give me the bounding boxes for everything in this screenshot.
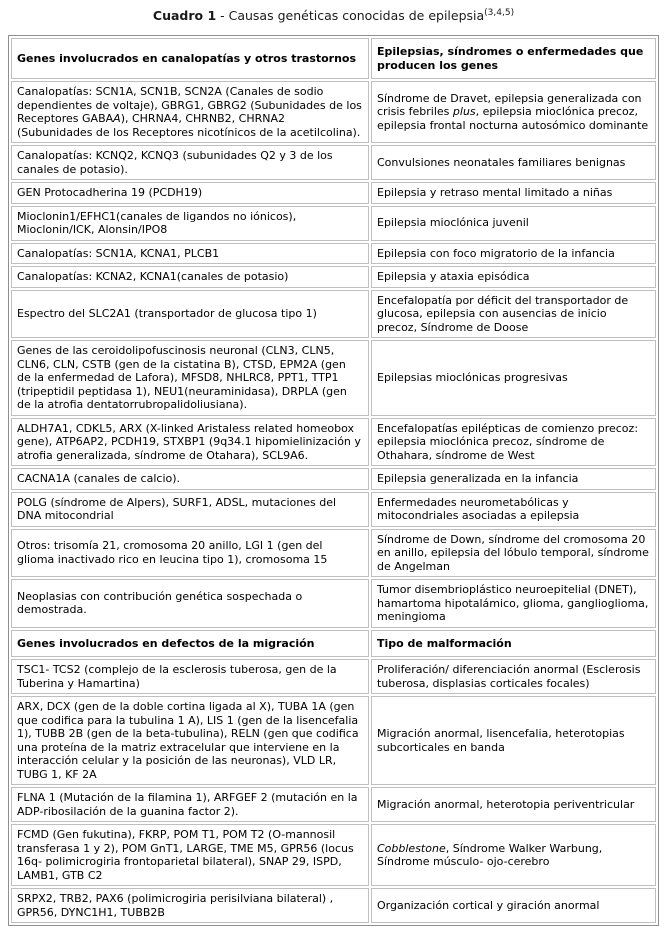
table-row <box>11 266 656 288</box>
table-row <box>11 579 656 628</box>
table-row <box>11 340 656 416</box>
syndrome-text: , epilepsia mioclónica precoz, epilepsia frontal nocturna autosómico dominante <box>377 105 649 132</box>
malformation-cell: Organización cortical y giración anormal <box>371 888 656 923</box>
caption-text: - Causas genéticas conocidas de epilepsia <box>216 8 485 23</box>
caption-label: Cuadro 1 <box>152 8 217 23</box>
syndrome-text-italic: plus <box>452 105 476 119</box>
gene-cell: Mioclonin1/EFHC1(canales de ligandos no iónicos), Mioclonin/ICK, Alonsin/IPO8 <box>11 206 369 241</box>
gene-cell: GEN Protocadherina 19 (PCDH19) <box>11 182 369 204</box>
gene-cell: ARX, DCX (gen de la doble cortina ligada al X), TUBA 1A (gen que codifica para la tubulina 1 A), LIS 1 (gen de la lisencefalia 1), TUBB 2B (gen de la beta-tubulina), RELN (gen que codifica una proteína de la matriz extracelular que interviene en la interacción celular y la posición de las neuronas), VLD LR, TUBG 1, KF 2A <box>11 696 369 785</box>
table-row <box>11 81 656 143</box>
malformation-cell: Migración anormal, heterotopia periventricular <box>371 787 656 822</box>
syndrome-cell: Síndrome de Down, síndrome del cromosoma 20 en anillo, epilepsia del lóbulo temporal, síndrome de Angelman <box>371 529 656 578</box>
gene-cell: FLNA 1 (Mutación de la filamina 1), ARFGEF 2 (mutación en la ADP-ribosilación de la guanina factor 2). <box>11 787 369 822</box>
table-row <box>11 182 656 204</box>
syndrome-cell: Epilepsia y ataxia episódica <box>371 266 656 288</box>
gene-cell: Genes de las ceroidolipofuscinosis neuronal (CLN3, CLN5, CLN6, CLN, CSTB (gen de la cistatina B), CTSD, EPM2A (gen de la enfermedad de Lafora), MFSD8, NHLRC8, PPT1, TTP1 (tripeptidil peptidasa 1), NEU1(neuraminidasa), DRPLA (gen de la atrofia dentatorrubropalidoliusiana). <box>11 340 369 416</box>
gene-text-italic: A <box>113 112 121 125</box>
malformation-cell: Proliferación/ diferenciación anormal (Esclerosis tuberosa, displasias corticales focales) <box>371 659 656 694</box>
column-header-epilepsias: Epilepsias, síndromes o enfermedades que producen los genes <box>371 38 656 79</box>
gene-cell: POLG (síndrome de Alpers), SURF1, ADSL, mutaciones del DNA mitocondrial <box>11 492 369 527</box>
gene-text: Canalopatías: SCN1A, SCN1B, SCN2A (Canales de sodio dependientes de voltaje), GBRG1, GBRG2 (Subunidades de los Receptores GABA <box>17 85 362 125</box>
column-header-malformacion: Tipo de malformación <box>371 630 656 658</box>
gene-cell: Neoplasias con contribución genética sospechada o demostrada. <box>11 579 369 628</box>
gene-cell: Canalopatías: KCNA2, KCNA1(canales de potasio) <box>11 266 369 288</box>
syndrome-cell: Tumor disembrioplástico neuroepitelial (DNET), hamartoma hipotalámico, glioma, ganglioglioma, meningioma <box>371 579 656 628</box>
table-row <box>11 888 656 923</box>
syndrome-cell: Convulsiones neonatales familiares benignas <box>371 145 656 180</box>
syndrome-text: Síndrome de Dravet, epilepsia generalizada con crisis febriles <box>377 91 642 119</box>
table-row <box>11 824 656 886</box>
table-row <box>11 206 656 241</box>
gene-cell: FCMD (Gen fukutina), FKRP, POM T1, POM T2 (O-mannosil transferasa 1 y 2), POM GnT1, LARGE, TME M5, GPR56 (locus 16q- polimicrogiria frontoparietal bilateral), SNAP 29, ISPD, LAMB1, GTB C2 <box>11 824 369 886</box>
malformation-cell <box>371 824 656 886</box>
table-row <box>11 659 656 694</box>
syndrome-cell: Encefalopatías epilépticas de comienzo precoz: epilepsia mioclónica precoz, síndrome de Othahara, síndrome de West <box>371 418 656 467</box>
gene-cell: Canalopatías: KCNQ2, KCNQ3 (subunidades Q2 y 3 de los canales de potasio). <box>11 145 369 180</box>
malformation-text-italic: Cobblestone <box>377 841 446 855</box>
table-row <box>11 468 656 490</box>
column-header-genes-migracion: Genes involucrados en defectos de la migración <box>11 630 369 658</box>
gene-cell <box>11 81 369 143</box>
section1-header-row <box>11 38 656 79</box>
malformation-cell: Migración anormal, lisencefalia, heterotopias subcorticales en banda <box>371 696 656 785</box>
gene-cell: Canalopatías: SCN1A, KCNA1, PLCB1 <box>11 243 369 265</box>
gene-cell: ALDH7A1, CDKL5, ARX (X-linked Aristaless related homeobox gene), ATP6AP2, PCDH19, STXBP1 (9q34.1 hipomielinización y atrofia generalizada, síndrome de Otahara), SCL9A6. <box>11 418 369 467</box>
gene-cell: Otros: trisomía 21, cromosoma 20 anillo, LGI 1 (gen del glioma inactivado rico en leucina tipo 1), cromosoma 15 <box>11 529 369 578</box>
syndrome-cell: Encefalopatía por déficit del transportador de glucosa, epilepsia con ausencias de inicio precoz, Síndrome de Doose <box>371 290 656 339</box>
syndrome-cell: Epilepsia y retraso mental limitado a niñas <box>371 182 656 204</box>
gene-cell: TSC1- TCS2 (complejo de la esclerosis tuberosa, gen de la Tuberina y Hamartina) <box>11 659 369 694</box>
gene-cell: CACNA1A (canales de calcio). <box>11 468 369 490</box>
syndrome-cell: Enfermedades neurometabólicas y mitocondriales asociadas a epilepsia <box>371 492 656 527</box>
gene-cell: SRPX2, TRB2, PAX6 (polimicrogiria perisilviana bilateral) , GPR56, DYNC1H1, TUBB2B <box>11 888 369 923</box>
syndrome-cell: Epilepsia mioclónica juvenil <box>371 206 656 241</box>
syndrome-cell: Epilepsias mioclónicas progresivas <box>371 340 656 416</box>
table-row <box>11 243 656 265</box>
syndrome-cell <box>371 81 656 143</box>
column-header-genes-canalopatias: Genes involucrados en canalopatías y otros trastornos <box>11 38 369 79</box>
table-row <box>11 145 656 180</box>
section2-header-row <box>11 630 656 658</box>
caption-references: (3,4,5) <box>484 7 515 18</box>
table-row <box>11 290 656 339</box>
syndrome-cell: Epilepsia con foco migratorio de la infancia <box>371 243 656 265</box>
gene-text: ), CHRNA4, CHRNB2, CHRNA2 (Subunidades de los Receptores nicotínicos de la acetilcolina). <box>17 112 361 139</box>
gene-cell: Espectro del SLC2A1 (transportador de glucosa tipo 1) <box>11 290 369 339</box>
malformation-text: , Síndrome Walker Warbung, Síndrome músculo- ojo-cerebro <box>377 841 603 868</box>
table-row <box>11 787 656 822</box>
table-row <box>11 492 656 527</box>
genetic-causes-table <box>8 35 659 926</box>
table-row <box>11 418 656 467</box>
table-row <box>11 696 656 785</box>
table-row <box>11 529 656 578</box>
table-caption <box>8 8 659 23</box>
syndrome-cell: Epilepsia generalizada en la infancia <box>371 468 656 490</box>
